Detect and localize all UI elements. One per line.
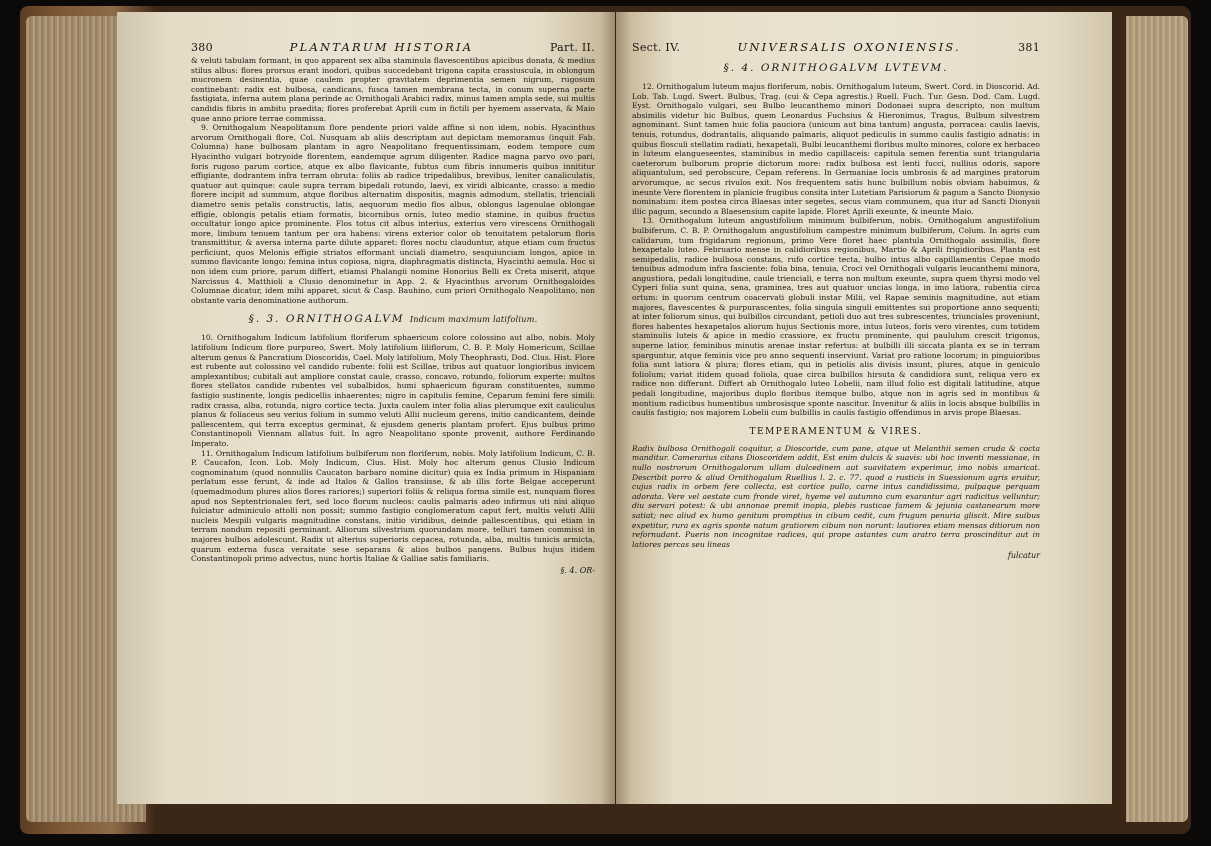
section-3-heading [191,313,595,325]
right-page-edges [1126,16,1188,822]
left-catchword: §. 4. OR- [560,565,595,575]
left-running-title: PLANTARUM HISTORIA [289,40,474,54]
temperamentum-heading: TEMPERAMENTUM & VIRES. [749,426,923,437]
right-catchword: fulcatur [1007,551,1040,561]
paragraph-9: 9. Ornithogalum Neapolitanum flore pendente priori valde affine si non idem, nobis. Hyacinthus arvorum Ornithogali flore, Col. Nusquam ab aliis descriptam aut depictam memoramus (inquit Fab. Columna) hane bulbosam plantam in agro Neapolitano frequentissimam, eodem tempore cum Hyacintho vulgari botryoide florentem, eandemque agrum diligenter. Radice magna parvo ovo pari, foris rugoso parum cortice, atque ex albo flavicante, fubtus cum fibris innumeris quibus innititur effigiante, dodrantem infra terram obruta: foliis ab radice tripedalibus, brevibus, leniter canaliculatis, quatuor aut quinque: caule supra terram bipedali rotundo, laevi, ex viridi albicante, crasso: a medio florere incipit ad summum, atque floribus alternatim dispositis, magnis admodum, stellatis, trienciali diametro senis petalis constructis, latis, aequorum medio flos albus, oblongus lagenulae oblongae effigie, oblongis petalis etiam formatis, bicornibus ornis, luteo medio stamine, in quibus fructus occultatur longo apice prominente. Flos totus cit albus interius, exterius vero virescens Ornithogali more, limbum tenuem tantum per ora habens: virens exterior color ob tenuitatem petalorum floris transmittitur, & aversa interna parte dilute apparet: flores noctu clauduntur, atque etiam cum fructus perficiunt, quos Melonis effigie striatos efformant unciali diametro, sesquiunciam longos, apice in summo flavicante longo: femina intus copiosa, nigra, diaphragmatis distincta, Hyacinthi aemula. Hoc si non idem cum priore, parum differt, etiamsi Phalangii nomine Honorius Belli ex Creta miserit, atque Narcissus 4. Matthioli a Clusio denominetur in App. 2. & Hyacinthus arvorum Ornithogaloides Columnae dicatur, idem mihi apparet, sicut & Casp. Bauhino, cum priori Ornithogalo Neapolitano, non obstante varia denominatione authorum. [191,123,595,305]
section-3-title: ORNITHOGALVM [285,313,405,326]
section-3-subtitle: Indicum maximum latifolium. [409,314,538,325]
section-4-title: ORNITHOGALVM LVTEVM. [760,62,949,74]
right-page [616,12,1112,804]
paragraph-intro: & veluti tabulam formant, in quo apparent sex alba staminula flavescentibus apicibus donata, & medius stilus albus: flores prorsus erant inodori, quibus succedebant trigona capita crassiuscula, in oblongum mucronem desinentia, quae caulem propter gravitatem deprimentia semen nigrum, rugosum continebant: radix est bulbosa, candicans, fusca tamen membrana tecta, in conum superna parte fastigiata, inferna autem plana perinde ac Ornithogali Arabici radix, minus tamen ampla sede, sui multis candidis fibris in ambitu praedita; flores proferebat Aprili cum in fictili per hyemem asservata, & Maio quae anno priore terrae commissa. [191,56,595,123]
section-3-number: §. 3. [248,313,281,326]
section-4-number: §. 4. [723,62,756,74]
paragraph-10: 10. Ornithogalum Indicum latifolium floriferum sphaericum colore colossino aut albo, nobis. Moly latifolium Indicum flore purpureo, Swert. Moly latifolium liliflorum, C. B. P. Moly Homericum, Scillae alterum genus & Pancratium Dioscoridis, Cael. Moly latifolium, Moly Theophrasti, Dod. Clus. Hist. Flore est rubente aut colossino vel candido rubente: folii est Scillae, tribus aut quatuor longioribus invicem amplexantibus; cubitali aut ampliore constat caule, crasso, concavo, rotundo, foliorum experte: multos flores stellatos candide rubentes vel subalbidos, humi sphaericum figuram constituentes, summo fastigio sustinente, longis pedicellis inhaerentes; nigro in capitulis femine, Ceparum femini fere simili: radix crassa, alba, rotunda, nigro cortice tecta. Juxta caulem inter folia alias plerumque exit cauliculus planus & foliaceus seu verius folium in summo veluti Allii nucleum gerens, initio candicantem, deinde pallescentem, qui terra exceptus germinat, & ejusdem generis plantam profert. Ejus bulbus primo Constantinopoli Viennam allatus fuit. In agro Neapolitano sponte provenit, authore Ferdinando Imperato. [191,333,595,448]
right-running-head [632,40,1040,54]
right-page-number: 381 [1018,41,1040,54]
paragraph-11: 11. Ornithogalum Indicum latifolium bulbiferum non floriferum, nobis. Moly latifolium Indicum, C. B. P. Caucafon, Icon. Lob. Moly Indicum, Clus. Hist. Moly hoc alterum genus Clusio Indicum cognominatum (quod nonnullis Caucaton barbaro nomine dicitur) quia ex India primum in Hispaniam perlatum esse ferunt, & inde ad Italos & Gallos transiisse, & ab illis forte Belgae acceperunt (quemadmodum plures alios flores rariores;) superiori foliis & reliqua forma simile est, nunquam flores apud nos Septentrionales fert, sed loco florum nucleos: caulis palmaris adeo infirmus uti nisi aliquo fulciatur adminiculo attolli non possit; summo fastigio conglomeratum caput fert, multis veluti Allii nucleis Mespili vulgaris magnitudine constans, initio viridibus, deinde pallescentibus, qui etiam in terram nondum repositi germinant. Alliorum silvestrium quorundam more, telluri tamen commissi in majores bulbos adolescunt. Radix ut alterius superioris cepacea, rotunda, alba, multis tunicis armicta, quarum externa fusca veraitate sese separans & alios bulbos pangens. Bulbus hujus itidem Constantinopoli primo advectus, nunc hortis Italiae & Galliae satis familiaris. [191,448,595,564]
left-part-label: Part. II. [549,41,595,54]
section-4-heading [632,62,1040,74]
temperamentum-paragraph: Radix bulbosa Ornithogali coquitur, a Dioscoride, cum pane, atque ut Melanthii semen cruda & cocta manditur. Camerarius citans Dioscoridem addit, Est enim dulcis & suavis: ubi hoc inventi messianae, in nullo nostrorum Ornithogalorum ullam dulcedinem aut suavitatem experimur, imo nobis amaricat. Describit porro & aliud Ornithogalum Ruellius l. 2. c. 77. quod a rusticis in Suessionum agris eruitur, cujus radix in orbem fere collecta, est cortice pullo, carne intus candidissima, pulpaque perquam adorata. Vere vel aestate cum fronde viret, hyeme vel autumno cum exarantur agri radicitus velluntur; diu servari potest: & ubi annonae premit inopia, plebis rusticae famem & jejunia castanearum more satiat; nec aliud ex humo genitum promptius in cibum cedit, cum frugum penuria gliscit. Mire suibus expetitur, rura ex agris sponte natum gratiorem cibum non norunt: lautiores etiam mensas ditiorum non refornudant. Pueris non incognitae radices, qui prope astantes cum aratro terra proscinditur aut in latiores percas seu lineas [632,443,1040,549]
left-page-number: 380 [191,41,213,54]
right-sectio-label: Sect. IV. [632,41,681,54]
left-running-head [191,40,595,54]
right-running-title: UNIVERSALIS OXONIENSIS. [737,40,961,54]
left-page [117,12,615,804]
paragraph-12: 12. Ornithogalum luteum majus floriferum, nobis. Ornithogalum luteum, Swert. Cord. in Dioscorid. Ad. Lob. Tab. Lugd. Swert. Bulbus, Trag. (cui & Cepa agrestis.) Ruell. Fuch. Tur. Gesn. Dod. Cam. Lugd. Eyst. Ornithogalo vulgari, seu Bulbo leucanthemo minori Dodonaei supra descripto, non multum absimilis videtur hic Bulbus, quem Leonardus Fuchsius & Hieronimus, Tragus, Bulbum silvestrem agnominant. Sunt tamen huic folia pauciora (unicum aut bina tantum) angusta, porracea: caulis laevis, tenuis, rotundus, dodrantalis, aliquando palmaris, aliquot pediculis in summo caulis fastigio adnatis: in quibus flosculi stellatim radiati, hexapetali, Bulbi leucanthemi floribus multo minores, colore ex herbaceo in luteum elangueseentes, staminibus in medio capillaceis: capitula semen ferentia sunt triangularia caeterorum bulborum proprie dictorum more: radix bulbosa est lenti fucci, nullius odoris, sapore aliquantulum, sed perobscure, Cepam referens. In Germaniae locis umbrosis & ad margines pratorum arvorumque, ac secus rivulos exit. Nos frequentem satis hunc bulbillum nobis obviam habuimus, & ineunte Vere florentem in planicie frugibus consita inter Lutetiam Parisiorum & pagum a Sancto Dionysio nominatum: item postea circa Blaesas inter segetes, secus viam communem, qua itur ad Sancti Dionysii illic pagum, secundo a Blaesensium capite lapide. Floret Aprili exeunte, & ineunte Maio. [632,82,1040,216]
paragraph-13: 13. Ornithogalum luteum angustifolium minimum bulbiferum, nobis. Ornithogalum angustifolium bulbiferum, C. B. P. Ornithogalum angustifolium campestre minimum bulbiferum, Colum. In agris cum calidarum, tum frigidarum regionum, primo Vere floret haec plantula Ornithogalo assimilis, flore hexapetalo luteo. Februario mense in calidioribus regionibus, Martio & Aprili frigidioribus. Planta est semipedalis, radice bulbosa constans, rufo cortice tecta, bulbo intus albo capillamentis Cepae modo tenuibus admodum infra fasciente: folia bina, tenuia, Croci vel Ornithogali vulgaris leucanthemi minora, angustiora, pedali longitudine, caule trienciali, e terra non multum exeunte, supra quem thyrsi modo vel Cyperi folia sunt quina, sena, graminea, tres aut quatuor uncias longa, in imo latiora, rubentia circa ortum: in quorum centrum coacervati globuli instar Milii, vel Rapae seminis magnitudine, aut etiam majores, flavescentes & purpurascentes, folia singula singuli emittentes sui proportione anno sequenti; at inter foliorum sinus, qui bulbillos circundant, petioli duo aut tres subrescentes, triunciales proveniunt, flores habentes hexapetalos aliorum hujus Sectionis more, intus luteos, foris vero virentes, cum totidem staminulis luteis & apice in medio crassiore, ex fructu prominente, qui paululum crescit trigonus, superne latior, feminibus minutis arenae instar refertus: at bulbilli illi siccata planta ex se in terram sparguntur, atque feminis vice pro anno sequenti inserviunt. Variat pro ratione locorum; in pinguioribus folia sunt latiora & plura; flores etiam, qui in petiolis alis divisis insunt, plures, atque in geniculo foliolum; variat itidem quoad foliola, quae circa bulbillos hirsuta & candidiora sunt, reliqua vero ex radice non differunt. Differt ab Ornithogalo luteo Lobelii, nam illud folio est digitali latitudine, atque pedali longitudine, majoribus duplo floribus itemque bulbo, atque non in agris sed in montibus & montium radicibus humentibus umbrosisque sponte nascitur. Invenitur & aliis in locis absque bulbillis in caulis fastigio; nos majorem Lobelii cum bulbillis in caulis fastigio offendimus in arvis prope Blaesas. [632,216,1040,418]
